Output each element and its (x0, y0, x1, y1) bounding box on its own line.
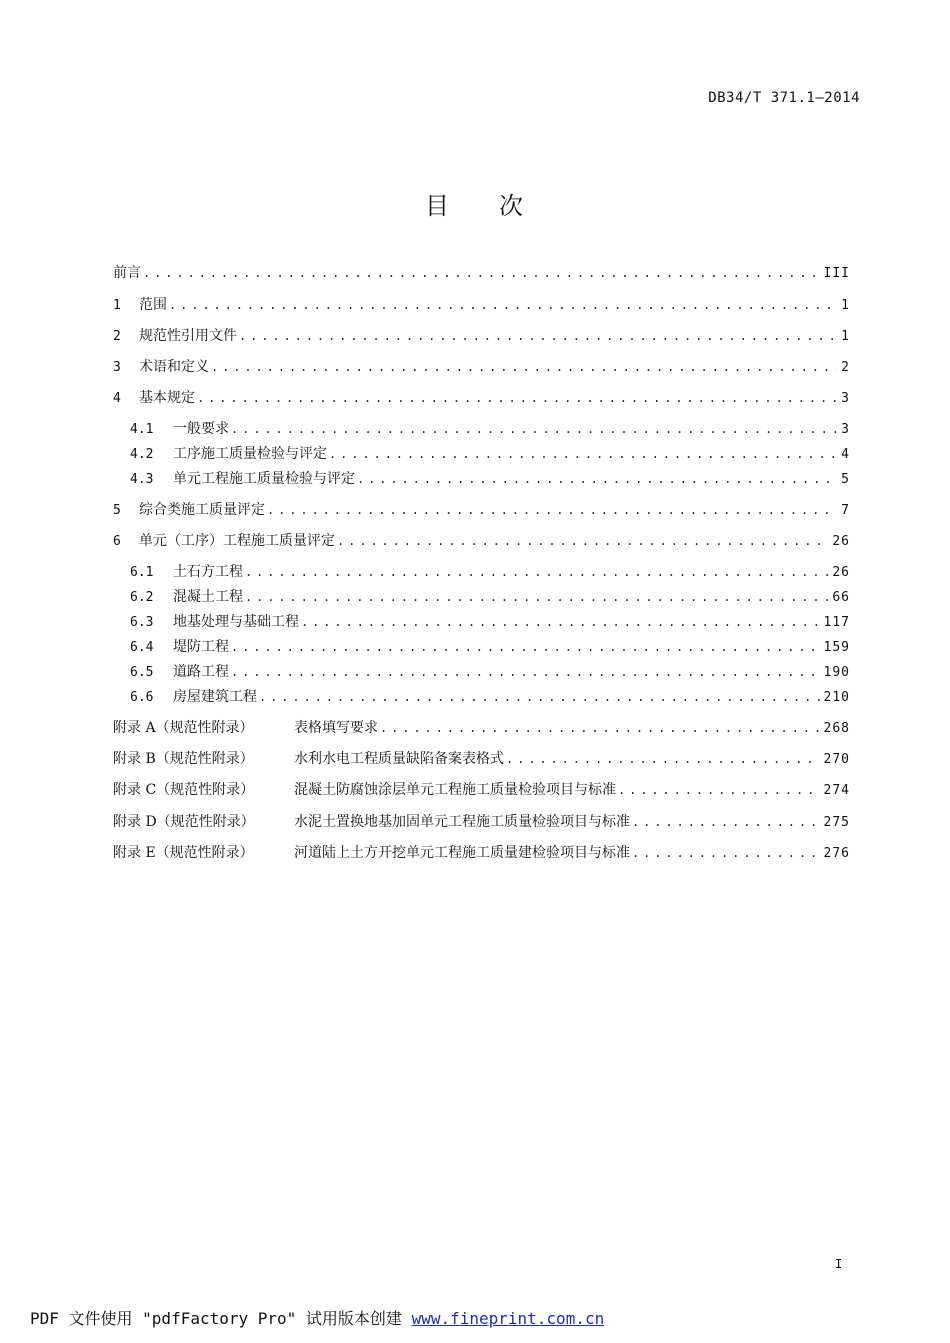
appendix-prefix: 附录 A（规范性附录） (113, 720, 254, 736)
toc-entry[interactable] (113, 262, 850, 284)
toc-entry-page: 1 (841, 329, 850, 344)
toc-leader-dots (169, 294, 837, 316)
toc-entry-label: 前言 (113, 265, 141, 281)
toc-leader-dots (301, 611, 820, 633)
toc-appendix-entry[interactable] (113, 748, 850, 770)
toc-entry-label: 单元工程施工质量检验与评定 (173, 471, 355, 487)
toc-appendix-entry[interactable] (113, 842, 850, 864)
toc-entry-page: 275 (823, 815, 850, 830)
toc-entry-page: 276 (823, 846, 850, 861)
toc-entry-label: 表格填写要求 (294, 720, 378, 736)
toc-entry-number: 2 (113, 329, 121, 344)
toc-leader-dots (197, 387, 837, 409)
toc-entry-number: 6.5 (130, 665, 154, 680)
toc-entry-page: 3 (841, 391, 850, 406)
toc-entry-number: 4.1 (130, 422, 154, 437)
toc-leader-dots (239, 325, 837, 347)
toc-entry-page: 66 (832, 590, 850, 605)
toc-entry-page: 274 (823, 783, 850, 798)
watermark-link[interactable]: www.fineprint.com.cn (411, 1309, 605, 1328)
toc-leader-dots (231, 418, 837, 440)
toc-entry-page: 190 (823, 665, 850, 680)
toc-entry-label: 堤防工程 (173, 639, 229, 655)
toc-entry-label: 混凝土防腐蚀涂层单元工程施工质量检验项目与标准 (294, 782, 616, 798)
toc-subentry[interactable] (130, 443, 850, 465)
toc-leader-dots (231, 661, 820, 683)
toc-entry-number: 6.6 (130, 690, 154, 705)
toc-leader-dots (245, 561, 828, 583)
toc-entry-number: 4.2 (130, 447, 154, 462)
toc-title-char-2: 次 (499, 192, 525, 220)
toc-entry-label: 地基处理与基础工程 (173, 614, 299, 630)
toc-entry-page: 26 (832, 534, 850, 549)
toc-entry[interactable] (113, 356, 850, 378)
toc-entry-label: 道路工程 (173, 664, 229, 680)
toc-entry-page: 2 (841, 360, 850, 375)
toc-entry-label: 一般要求 (173, 421, 229, 437)
toc-appendix-entry[interactable] (113, 717, 850, 739)
appendix-prefix: 附录 C（规范性附录） (113, 782, 255, 798)
toc-leader-dots (632, 842, 820, 864)
toc-entry-label: 水泥土置换地基加固单元工程施工质量检验项目与标准 (294, 814, 630, 830)
toc-entry-page: 3 (841, 422, 850, 437)
toc-leader-dots (506, 748, 820, 770)
toc-leader-dots (337, 530, 828, 552)
toc-entry-label: 综合类施工质量评定 (139, 502, 265, 518)
toc-entry-label: 水利水电工程质量缺陷备案表格式 (294, 751, 504, 767)
toc-entry-label: 河道陆上土方开挖单元工程施工质量建检验项目与标准 (294, 845, 630, 861)
toc-entry-page: 5 (841, 472, 850, 487)
toc-entry-number: 3 (113, 360, 121, 375)
toc-entry-page: 117 (823, 615, 850, 630)
toc-entry-label: 混凝土工程 (173, 589, 243, 605)
toc-leader-dots (231, 636, 820, 658)
toc-entry-page: 4 (841, 447, 850, 462)
toc-entry-label: 土石方工程 (173, 564, 243, 580)
toc-subentry[interactable] (130, 468, 850, 490)
toc-entry-number: 6 (113, 534, 121, 549)
toc-entry-number: 4.3 (130, 472, 154, 487)
toc-subentry[interactable] (130, 418, 850, 440)
appendix-prefix: 附录 D（规范性附录） (113, 814, 255, 830)
toc-entry[interactable] (113, 387, 850, 409)
toc-entry-page: 26 (832, 565, 850, 580)
appendix-prefix: 附录 B（规范性附录） (113, 751, 254, 767)
toc-entry-number: 5 (113, 503, 121, 518)
toc-leader-dots (329, 443, 837, 465)
toc-leader-dots (632, 811, 820, 833)
toc-subentry[interactable] (130, 686, 850, 708)
toc-appendix-entry[interactable] (113, 811, 850, 833)
appendix-prefix: 附录 E（规范性附录） (113, 845, 254, 861)
toc-subentry[interactable] (130, 636, 850, 658)
toc-entry-page: 159 (823, 640, 850, 655)
toc-subentry[interactable] (130, 561, 850, 583)
toc-entry-number: 6.1 (130, 565, 154, 580)
document-code: DB34/T 371.1—2014 (708, 90, 860, 106)
toc-entry-number: 6.4 (130, 640, 154, 655)
toc-leader-dots (245, 586, 828, 608)
toc-subentry[interactable] (130, 661, 850, 683)
toc-leader-dots (143, 262, 820, 284)
toc-entry-label: 基本规定 (139, 390, 195, 406)
toc-entry-label: 房屋建筑工程 (173, 689, 257, 705)
toc-entry-number: 6.3 (130, 615, 154, 630)
toc-entry-page: 7 (841, 503, 850, 518)
toc-leader-dots (357, 468, 837, 490)
toc-entry[interactable] (113, 294, 850, 316)
toc-subentry[interactable] (130, 586, 850, 608)
toc-entry-number: 4 (113, 391, 121, 406)
toc-entry[interactable] (113, 499, 850, 521)
toc-leader-dots (267, 499, 837, 521)
toc-entry-page: 270 (823, 752, 850, 767)
toc-entry-label: 工序施工质量检验与评定 (173, 446, 327, 462)
toc-entry-page: 268 (823, 721, 850, 736)
toc-entry-page: 210 (823, 690, 850, 705)
toc-appendix-entry[interactable] (113, 779, 850, 801)
toc-entry-number: 1 (113, 298, 121, 313)
toc-entry-label: 单元（工序）工程施工质量评定 (139, 533, 335, 549)
watermark-text: PDF 文件使用 "pdfFactory Pro" 试用版本创建 (30, 1309, 412, 1328)
toc-entry-label: 范围 (139, 297, 167, 313)
toc-title-char-1: 目 (425, 192, 451, 220)
toc-entry-number: 6.2 (130, 590, 154, 605)
toc-entry-label: 规范性引用文件 (139, 328, 237, 344)
toc-entry-page: 1 (841, 298, 850, 313)
toc-leader-dots (211, 356, 837, 378)
toc-entry-label: 术语和定义 (139, 359, 209, 375)
toc-entry[interactable] (113, 325, 850, 347)
toc-leader-dots (259, 686, 820, 708)
page-number: I (835, 1257, 843, 1271)
toc-leader-dots (380, 717, 820, 739)
toc-subentry[interactable] (130, 611, 850, 633)
pdf-watermark-footer (30, 1306, 604, 1329)
toc-leader-dots (618, 779, 820, 801)
toc-entry-page: III (823, 266, 850, 281)
toc-entry[interactable] (113, 530, 850, 552)
